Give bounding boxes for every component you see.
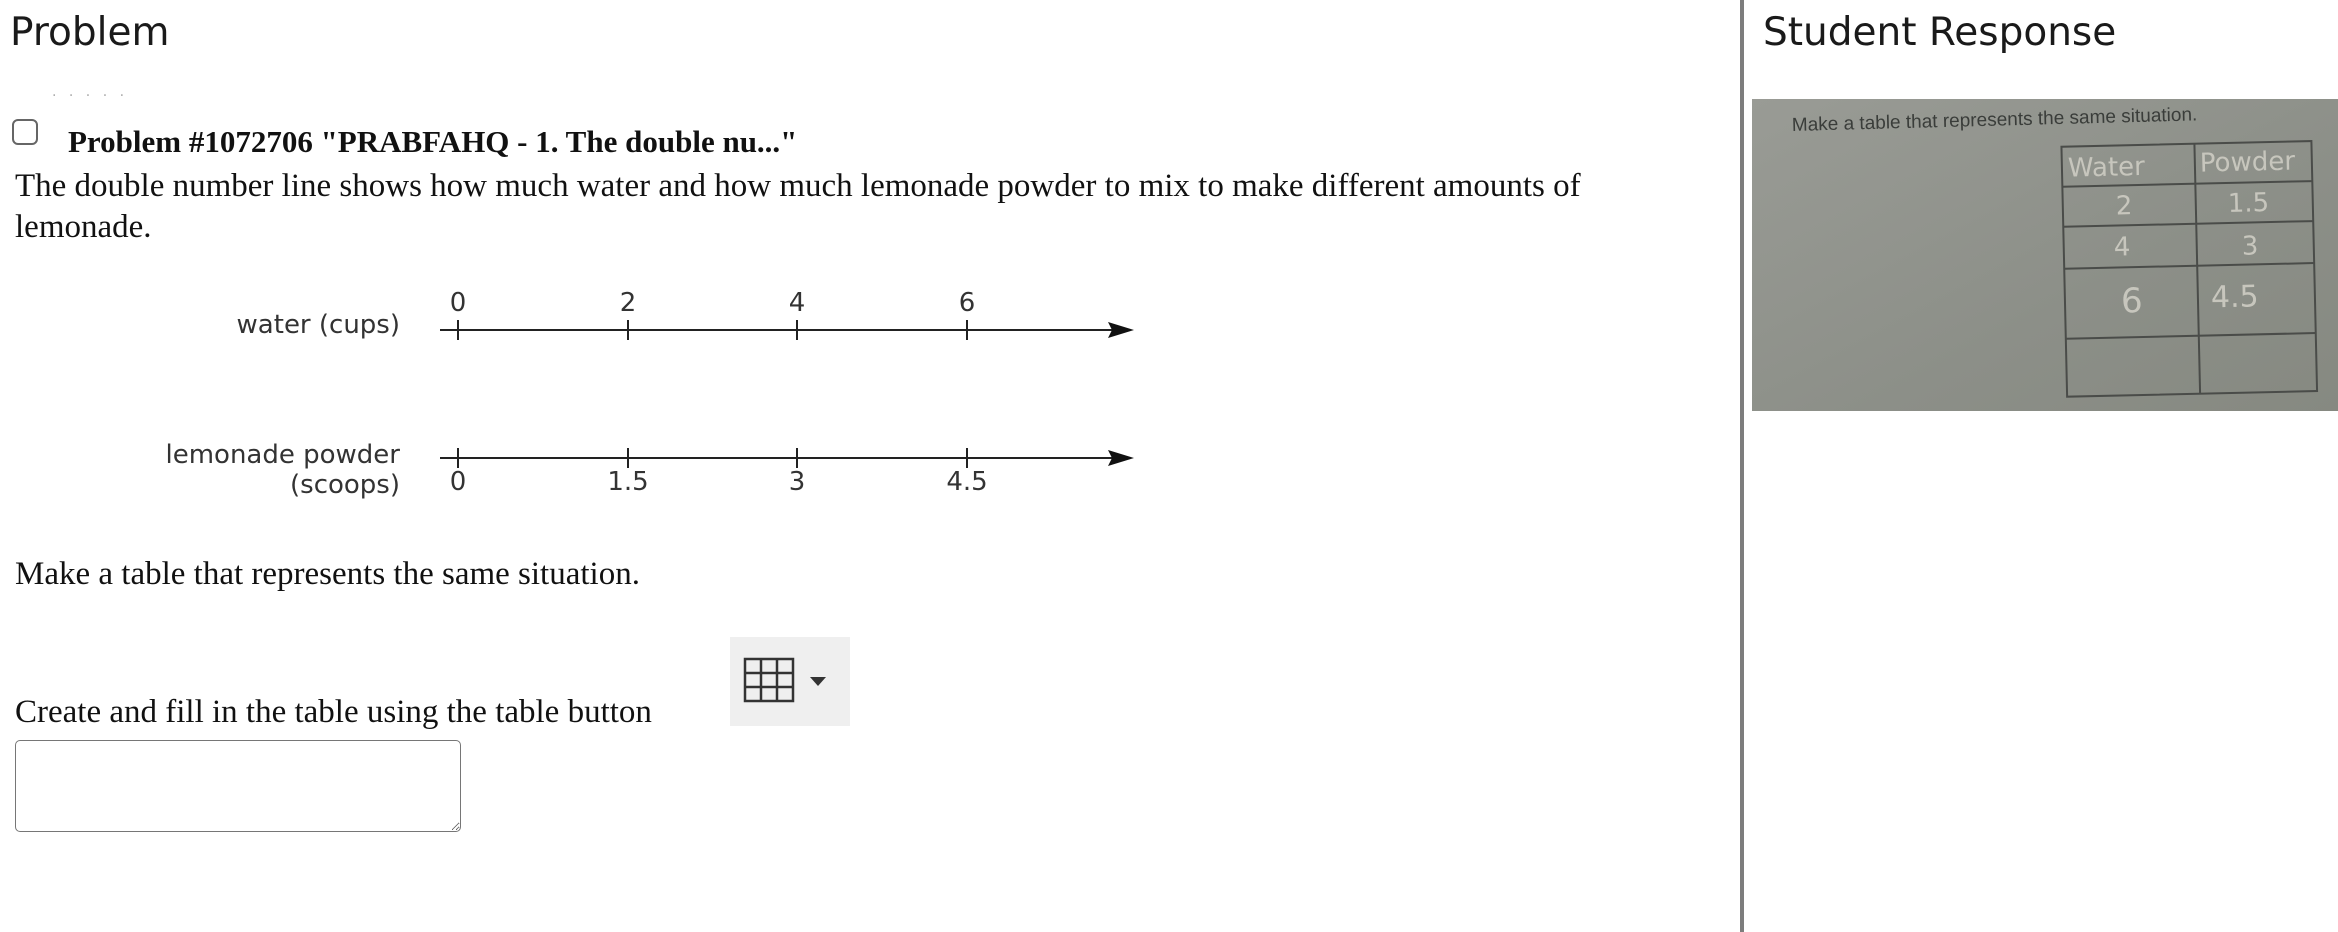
handwritten-cell: 6	[2120, 280, 2144, 322]
question-text: Make a table that represents the same situation.	[15, 556, 640, 592]
powder-tick-label: 1.5	[607, 467, 649, 497]
panel-title-problem: Problem	[10, 10, 170, 55]
powder-tick-label: 4.5	[946, 467, 988, 497]
student-work-photo	[1752, 99, 2338, 411]
handwritten-cell: 4	[2113, 232, 2131, 263]
powder-axis-label: lemonade powder (scoops)	[165, 440, 400, 500]
table-grid-icon	[730, 637, 850, 726]
handwritten-header-water: Water	[2067, 151, 2146, 184]
water-axis-label: water (cups)	[236, 310, 400, 340]
truncated-fragment: · · · · ·	[52, 88, 129, 104]
water-tick-label: 4	[788, 288, 806, 318]
caret-down-icon	[810, 677, 826, 686]
insert-table-button[interactable]	[730, 637, 850, 726]
student-response-photo	[1752, 99, 2338, 411]
handwritten-cell: 2	[2115, 191, 2133, 222]
powder-tick-label: 3	[788, 467, 806, 497]
handwritten-cell: 1.5	[2227, 188, 2270, 219]
student-response-panel	[1744, 0, 2338, 932]
handwritten-cell: 3	[2241, 231, 2259, 262]
photo-printed-prompt: Make a table that represents the same situation.	[1791, 104, 2198, 136]
problem-heading: Problem #1072706 "PRABFAHQ - 1. The double nu..."	[68, 124, 798, 159]
handwritten-header-powder: Powder	[2199, 146, 2296, 179]
water-tick-label: 0	[449, 288, 467, 318]
water-tick-label: 2	[619, 288, 637, 318]
panel-title-student-response: Student Response	[1763, 10, 2117, 55]
handwritten-cell: 4.5	[2210, 279, 2260, 316]
answer-input[interactable]	[15, 740, 461, 832]
problem-description: The double number line shows how much water and how much lemonade powder to mix to make different amounts of lemonade.	[15, 168, 1581, 245]
instruction-text: Create and fill in the table using the table button	[15, 694, 652, 730]
water-tick-label: 6	[958, 288, 976, 318]
powder-tick-label: 0	[449, 467, 467, 497]
